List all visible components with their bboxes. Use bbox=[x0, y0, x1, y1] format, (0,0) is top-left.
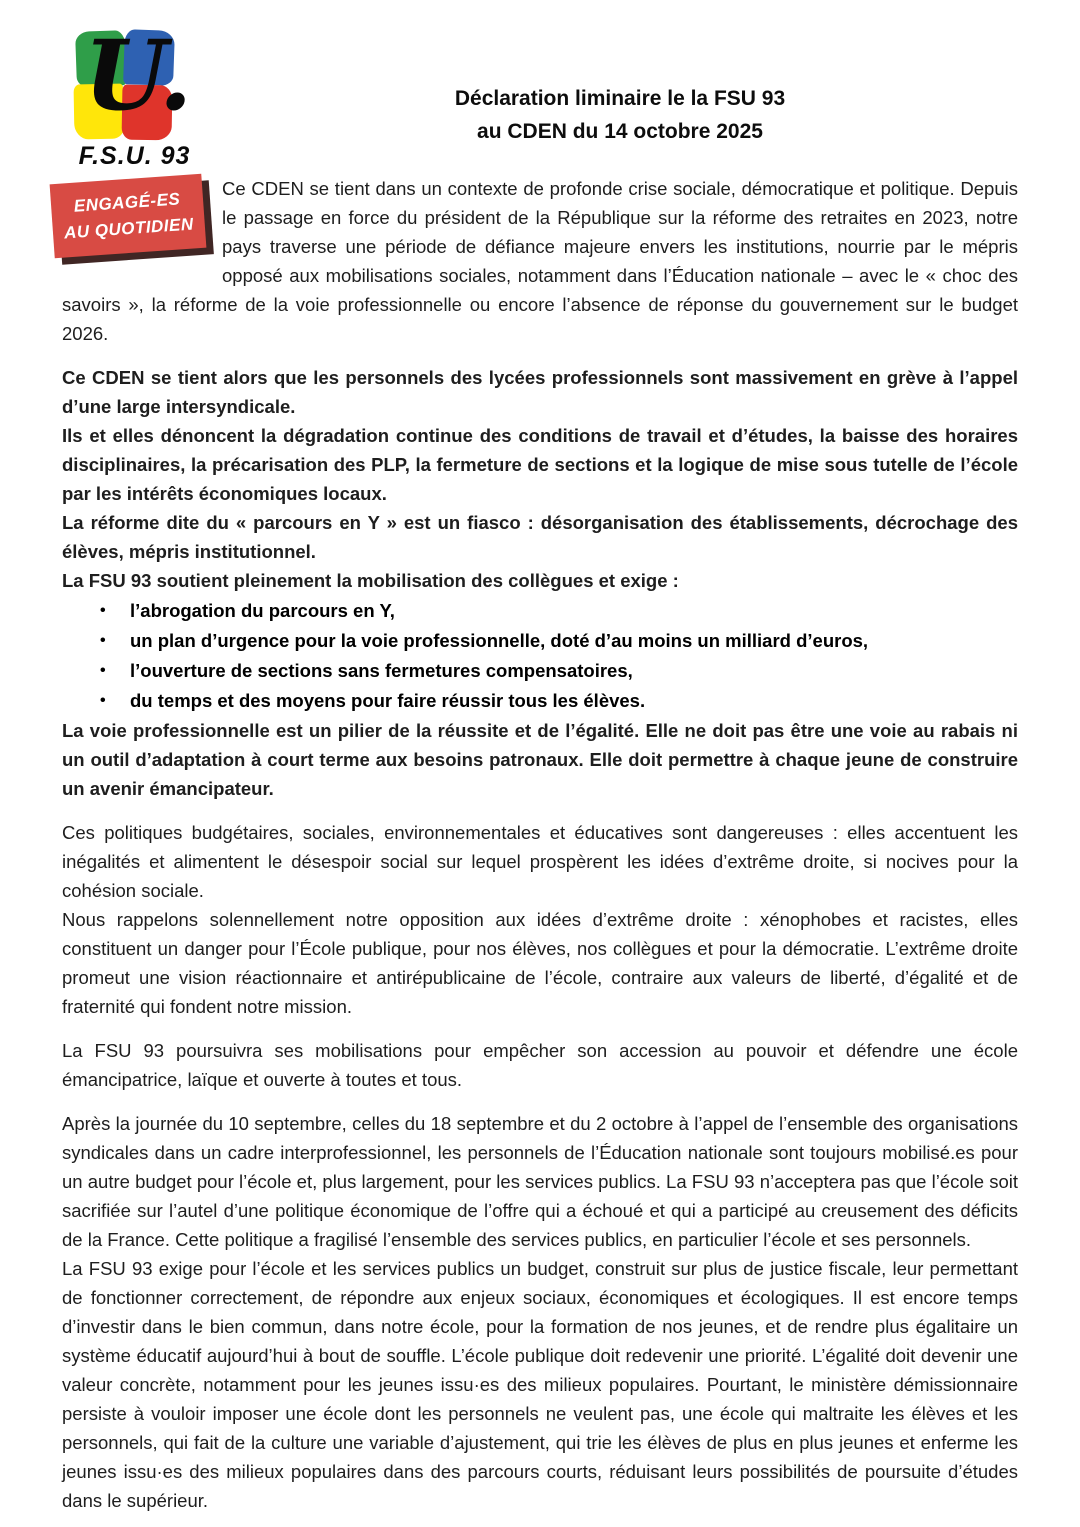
demand-text: un plan d’urgence pour la voie professionnelle, doté d’au moins un milliard d’euros, bbox=[130, 630, 869, 651]
bullet-icon: • bbox=[100, 602, 106, 619]
title-line-1: Déclaration liminaire le la FSU 93 bbox=[454, 87, 786, 110]
logo-acronym: F.S.U. 93 bbox=[78, 142, 191, 170]
demands-list bbox=[62, 596, 1018, 715]
list-item bbox=[62, 596, 1018, 625]
paragraph-demands-budget: La FSU 93 exige pour l’école et les services publics un budget, construit sur plus de justice fiscale, leur permettant de fonctionner correctement, de répondre aux enjeux sociaux, économiques et écologiques. Il est encore temps d’investir dans le bien commun, dans notre école, pour la formation de nos jeunes, et de rendre plus égalitaire un système éducatif aujourd’hui à bout de souffle. L’école publique doit redevenir une priorité. L’égalité doit devenir une valeur concrète, notamment pour les jeunes issu·es des milieux populaires. Pourtant, le ministère démissionnaire persiste à vouloir imposer une école dont les personnels ne veulent pas, une école qui maltraite les élèves et les personnels, qui fait de la culture une variable d’ajustement, qui trie les élèves de plus en plus jeunes et enferme les jeunes issu·es des milieux populaires dans des parcours courts, réduisant leurs possibilités de poursuite d’études dans le supérieur. bbox=[62, 1258, 1018, 1511]
demand-text: l’abrogation du parcours en Y, bbox=[130, 600, 395, 621]
paragraph-budget: Après la journée du 10 septembre, celles du 18 septembre et du 2 octobre à l’appel de l’ensemble des organisations syndicales dans un cadre interprofessionnel, les personnels de l’Éducation nationale sont toujours mobilisé.es pour un autre budget pour l’école et, plus largement, pour les services publics. La FSU 93 n’acceptera pas que l’école soit sacrifiée sur l’autel d’une politique économique de l’offre qui a échoué et qui a participé au creusement des déficits de la France. Cette politique a fragilisé l’ensemble des services publics, en particulier l’école et ses personnels. bbox=[62, 1113, 1018, 1250]
paragraph-intro: Ce CDEN se tient dans un contexte de profonde crise sociale, démocratique et politique. Depuis le passage en force du président de la République sur la réforme des retraites en 2023, notre pays traverse une période de défiance majeure envers les institutions, nourrie par le mépris opposé aux mobilisations sociales, notamment dans l’Éducation nationale – avec le « choc des savoirs », la réforme de la voie professionnelle ou encore l’absence de réponse du gouvernement sur le budget 2026. bbox=[62, 178, 1018, 344]
title-line-2: au CDEN du 14 octobre 2025 bbox=[477, 120, 763, 143]
list-item bbox=[62, 686, 1018, 715]
strike-paragraph-1: Ce CDEN se tient alors que les personnels des lycées professionnels sont massivement en grève à l’appel d’une large intersyndicale. bbox=[62, 367, 1018, 417]
strike-paragraph-3: La réforme dite du « parcours en Y » est un fiasco : désorganisation des établissements, décrochage des élèves, mépris institutionnel. bbox=[62, 512, 1018, 562]
logo-u-icon: U. bbox=[84, 19, 193, 132]
engagement-banner bbox=[50, 174, 207, 258]
list-item bbox=[62, 626, 1018, 655]
fsu-logo-mark bbox=[74, 19, 193, 140]
demand-text: du temps et des moyens pour faire réussir tous les élèves. bbox=[130, 690, 646, 711]
paragraph-far-right: Nous rappelons solennellement notre opposition aux idées d’extrême droite : xénophobes et racistes, elles constituent un danger pour l’École publique, pour nos élèves, nos collègues et pour la démocratie. L’extrême droite promeut une vision réactionnaire et antirépublicaine de l’école, contraire aux valeurs de liberté, d’égalité et de fraternité qui fondent notre mission. bbox=[62, 909, 1018, 1017]
demand-text: l’ouverture de sections sans fermetures compensatoires, bbox=[130, 660, 633, 681]
strike-closing-paragraph: La voie professionnelle est un pilier de la réussite et de l’égalité. Elle ne doit pas être une voie au rabais ni un outil d’adaptation à court terme aux besoins patronaux. Elle doit permettre à chaque jeune de construire un avenir émancipateur. bbox=[62, 720, 1018, 799]
strike-section bbox=[62, 363, 1018, 803]
banner-line-2: AU QUOTIDIEN bbox=[63, 213, 195, 242]
fsu-logo bbox=[62, 19, 207, 282]
list-item bbox=[62, 656, 1018, 685]
bullet-icon: • bbox=[100, 632, 106, 649]
paragraph-politics: Ces politiques budgétaires, sociales, environnementales et éducatives sont dangereuses : elles accentuent les inégalités et alimentent le désespoir social sur lequel prospèrent les idées d’extrême droite, si nocives pour la cohésion sociale. bbox=[62, 822, 1018, 901]
bullet-icon: • bbox=[100, 692, 106, 709]
demands-intro: La FSU 93 soutient pleinement la mobilisation des collègues et exige : bbox=[62, 570, 679, 591]
document-title bbox=[222, 82, 1018, 148]
paragraph-mobilisation: La FSU 93 poursuivra ses mobilisations pour empêcher son accession au pouvoir et défendre une école émancipatrice, laïque et ouverte à toutes et tous. bbox=[62, 1040, 1018, 1090]
banner-line-1: ENGAGÉ-ES bbox=[73, 189, 181, 216]
strike-paragraph-2: Ils et elles dénoncent la dégradation continue des conditions de travail et d’études, la baisse des horaires disciplinaires, la précarisation des PLP, la fermeture de sections et la logique de mise sous tutelle de l’école par les intérêts économiques locaux. bbox=[62, 425, 1018, 504]
bullet-icon: • bbox=[100, 662, 106, 679]
